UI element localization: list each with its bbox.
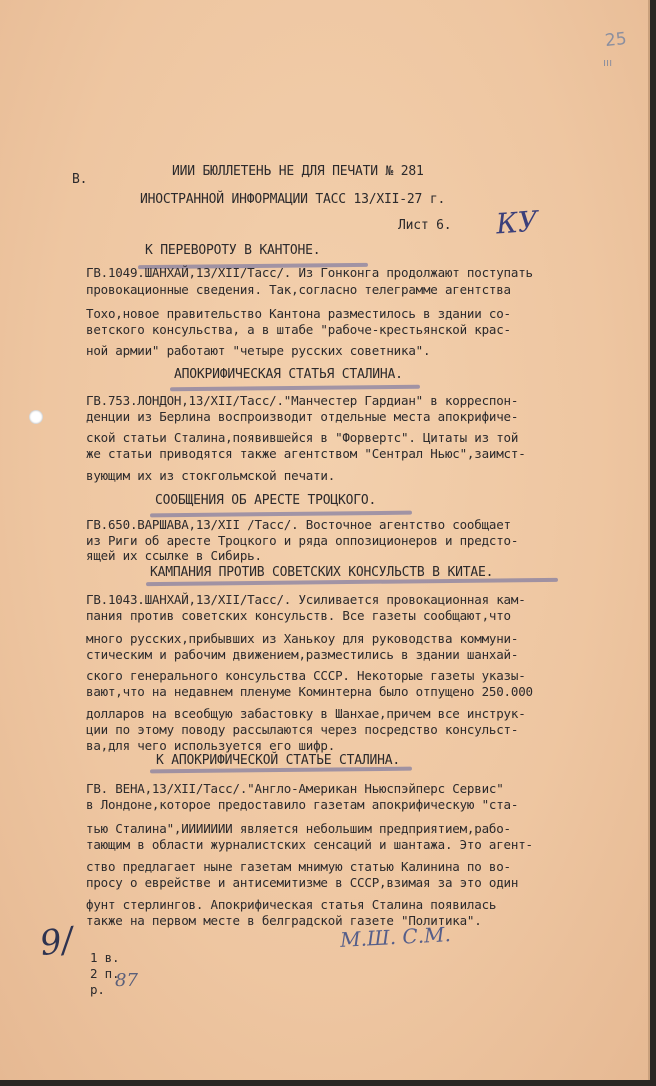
text-line: Тохо,новое правительство Кантона разместилось в здании со-: [86, 306, 511, 321]
punch-hole: [29, 410, 43, 424]
text-line: стическим и рабочим движением,разместились в здании шанхай-: [86, 647, 519, 662]
section-heading: АПОКРИФИЧЕСКАЯ СТАТЬЯ СТАЛИНА.: [174, 367, 403, 382]
handwritten-mark: КУ: [494, 204, 540, 241]
text-line: провокационные сведения. Так,согласно телеграмме агентства: [86, 282, 511, 297]
text-line: ство предлагает ныне газетам мнимую статью Калинина по во-: [86, 859, 511, 874]
bulletin-subtitle: ИНОСТРАННОЙ ИНФОРМАЦИИ ТАСС 13/XII-27 г.: [140, 192, 446, 207]
text-line: фунт стерлингов. Апокрифическая статья Сталина появилась: [86, 897, 497, 912]
text-line: просу о еврействе и антисемитизме в СССР,взимая за это один: [86, 875, 519, 890]
footer-line: 2 п.: [90, 966, 120, 981]
text-line: ГВ.650.ВАРШАВА,13/XII /Тасс/. Восточное агентство сообщает: [86, 517, 511, 532]
section-heading: КАМПАНИЯ ПРОТИВ СОВЕТСКИХ КОНСУЛЬСТВ В КИТАЕ.: [150, 565, 494, 580]
signature: М.Ш. С.М.: [339, 922, 452, 952]
text-line: ветского консульства, а в штабе "рабоче-крестьянской крас-: [86, 322, 511, 337]
section-heading: К АПОКРИФИЧЕСКОЙ СТАТЬЕ СТАЛИНА.: [156, 753, 401, 768]
sheet-number: Лист 6.: [398, 218, 452, 233]
corner-mark: ııı: [603, 56, 613, 69]
text-line: ящей их ссылке в Сибирь.: [86, 548, 262, 563]
text-line: ГВ.1049.ШАНХАЙ,13/XII/Тасс/. Из Гонконга продолжают поступать: [86, 265, 533, 280]
text-line: также на первом месте в белградской газете "Политика".: [86, 913, 482, 928]
text-line: ского генерального консульства СССР. Некоторые газеты указы-: [86, 668, 526, 683]
text-line: тающим в области журналистских сенсаций и шантажа. Это агент-: [86, 837, 533, 852]
text-line: ва,для чего используется его шифр.: [86, 738, 336, 753]
section-heading: СООБЩЕНИЯ ОБ АРЕСТЕ ТРОЦКОГО.: [155, 493, 377, 508]
text-line: же статьи приводятся также агентством "Сентрал Ньюс",заимст-: [86, 446, 526, 461]
footer-hand-number-2: 87: [115, 970, 138, 991]
text-line: тью Сталина",ИИИИИИИ является небольшим предприятием,рабо-: [86, 821, 511, 836]
corner-page-number: 25: [604, 28, 628, 52]
footer-line: р.: [90, 982, 105, 997]
footer-hand-number: 9/: [37, 919, 76, 965]
section-heading: К ПЕРЕВОРОТУ В КАНТОНЕ.: [145, 243, 321, 258]
text-line: из Риги об аресте Троцкого и ряда оппозиционеров и предсто-: [86, 533, 519, 548]
text-line: ской статьи Сталина,появившейся в "Форвертс". Цитаты из той: [86, 430, 519, 445]
text-line: денции из Берлина воспроизводит отдельные места апокрифиче-: [86, 409, 519, 424]
text-line: вующим их из стокгольмской печати.: [86, 468, 336, 483]
text-line: ГВ. ВЕНА,13/XII/Тасс/."Англо-Американ Ньюспэйперс Сервис": [86, 781, 504, 796]
heading-underline: [170, 385, 420, 392]
text-line: ГВ.1043.ШАНХАЙ,13/XII/Тасс/. Усиливается провокационная кам-: [86, 592, 526, 607]
header-prefix: В.: [72, 172, 88, 187]
text-line: в Лондоне,которое предоставило газетам апокрифическую "ста-: [86, 797, 519, 812]
text-line: ГВ.753.ЛОНДОН,13/XII/Тасс/."Манчестер Гардиан" в корреспон-: [86, 393, 519, 408]
text-line: пания против советских консульств. Все газеты сообщают,что: [86, 608, 511, 623]
text-line: ной армии" работают "четыре русских советника".: [86, 343, 431, 358]
text-line: ции по этому поводу рассылаются через посредство консульст-: [86, 722, 519, 737]
footer-line: 1 в.: [90, 950, 120, 965]
text-line: много русских,прибывших из Ханькоу для руководства коммуни-: [86, 631, 519, 646]
bulletin-title: ИИИ БЮЛЛЕТЕНЬ НЕ ДЛЯ ПЕЧАТИ № 281: [172, 164, 424, 179]
text-line: долларов на всеобщую забастовку в Шанхае,причем все инструк-: [86, 706, 526, 721]
text-line: вают,что на недавнем пленуме Коминтерна было отпущено 250.000: [86, 684, 533, 699]
